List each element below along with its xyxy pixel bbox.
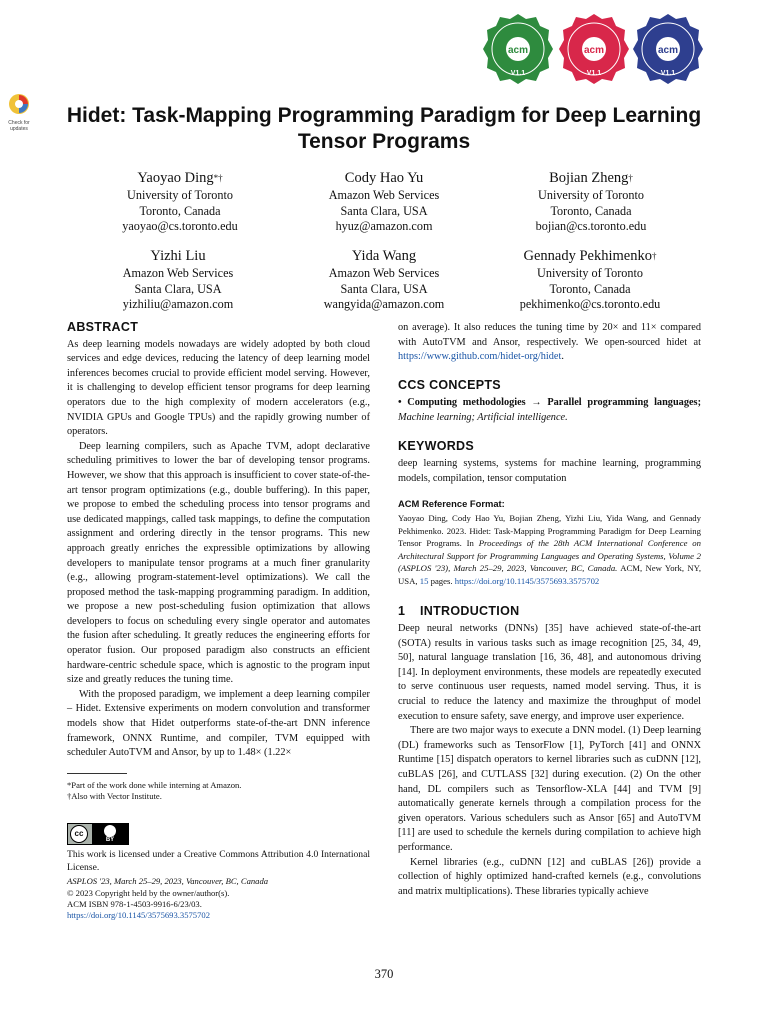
acm-reference xyxy=(398,498,701,587)
acm-ref-heading: ACM Reference Format: xyxy=(398,498,505,510)
author-mark: † xyxy=(651,251,657,261)
acm-ref-text: pages. xyxy=(428,575,455,586)
author-email[interactable]: hyuz@amazon.com xyxy=(335,219,433,234)
footnote: †Also with Vector Institute. xyxy=(67,791,162,802)
author-name: Gennady Pekhimenko xyxy=(523,248,652,264)
author-affiliation: University of Toronto xyxy=(538,188,644,202)
check-updates-icon xyxy=(6,93,32,115)
paper-title xyxy=(40,103,728,155)
author-email[interactable]: yizhiliu@amazon.com xyxy=(122,297,234,312)
ccs-heading: CCS CONCEPTS xyxy=(398,377,501,392)
keywords-heading: KEYWORDS xyxy=(398,438,475,453)
right-column xyxy=(398,321,701,899)
by-label: BY xyxy=(105,837,115,843)
license-copyright: © 2023 Copyright held by the owner/author(s). xyxy=(67,887,230,898)
cc-icon xyxy=(70,825,88,843)
badge-artifacts-evaluated xyxy=(558,13,630,85)
acm-ref-text: ACM, New York, NY, USA, xyxy=(398,563,701,586)
abstract-heading: ABSTRACT xyxy=(67,320,139,334)
author-name: Yida Wang xyxy=(351,248,417,264)
author-card xyxy=(491,169,691,235)
acm-ref-text: Yaoyao Ding, Cody Hao Yu, Bojian Zheng, Yizhi Liu, Yida Wang, and Gennady Pekhimenko. 2023. Hidet: Task-Mapping Programming Paradigm for Deep Learning Tensor Programs. In xyxy=(398,512,701,549)
author-location: Toronto, Canada xyxy=(139,203,221,218)
intro-number: 1 xyxy=(398,603,406,618)
svg-text:V1.1: V1.1 xyxy=(660,70,676,77)
title-line-2: Tensor Programs xyxy=(297,130,471,153)
intro-paragraph: Deep neural networks (DNNs) [35] have achieved state-of-the-art (SOTA) results in various tasks such as image recognition [25, 34, 49, 50], natural language translation [16, 36, 48], and autonomous driving [14]. In deployment environments, these models are repeatedly executed to serve continuous user requests, named model serving. Thus, it is crucial to reduce the latency and maximize the throughput of model execution to ensure safety, save energy, and improve user experience. xyxy=(398,623,701,722)
license-text: This work is licensed under a Creative Commons Attribution 4.0 International License. xyxy=(67,849,370,873)
author-email[interactable]: wangyida@amazon.com xyxy=(323,297,445,312)
badge-artifacts-available xyxy=(482,13,554,85)
abstract-cont-text: on average). It also reduces the tuning time by 20× and 11× compared with AutoTVM and Ansor, respectively. We open-sourced hidet at xyxy=(398,322,701,348)
author-mark: *† xyxy=(213,173,223,183)
cc-label: cc xyxy=(74,829,84,838)
author-email[interactable]: pekhimenko@cs.toronto.edu xyxy=(519,297,661,312)
ccs-italic: Machine learning; Artificial intelligence. xyxy=(398,411,568,423)
author-affiliation: Amazon Web Services xyxy=(122,266,234,280)
abstract-paragraph: As deep learning models nowadays are widely adopted by both cloud services and edge devices, reducing the latency of deep learning model inferences becomes crucial to provide efficient model serving. However, it is challenging to develop efficient tensor programs for deep learning operators due to the high complexity of modern accelerators (e.g., NVIDIA GPUs and Google TPUs) and the rapidly growing number of operators. xyxy=(67,338,370,438)
abstract-paragraph: Deep learning compilers, such as Apache TVM, adopt declarative scheduling primitives to lower the bar of developing tensor programs. However, we show that this approach is insufficient to cover state-of-the-art tensor program optimizations (e.g., double buffering). In this paper, we propose to embed the scheduling process into tensor programs and use dedicated mappings, called task mappings, to define the computation assignment and ordering directly in the tensor programs. This new approach greatly enriches the expressible optimizations by allowing developers to manipulate tensor programs at a much finer granularity (e.g., allowing program-statement-level optimizations). We call the proposed method the task-mapping programming paradigm. In addition, we propose a new post-scheduling fusion optimization that allows developers to focus on scheduling every single operator and automates the fusion after scheduling. It greatly reduces the engineering efforts for operator fusion. Our proposed paradigm also constructs an efficient hardware-centric schedule space, which is agnostic to the program input size and greatly reduces the tuning time. xyxy=(67,440,370,686)
author-mark: † xyxy=(628,173,633,183)
acm-ref-pages[interactable]: 15 xyxy=(419,575,429,586)
author-name: Yaoyao Ding xyxy=(137,170,214,186)
author-affiliation: University of Toronto xyxy=(127,188,233,202)
author-name: Yizhi Liu xyxy=(150,248,206,264)
footnotes xyxy=(67,780,370,803)
ccs-text: • Computing methodologies → Parallel programming languages; Machine learning; Artificial intelligence. xyxy=(398,397,701,423)
author-affiliation: Amazon Web Services xyxy=(328,188,440,202)
author-location: Santa Clara, USA xyxy=(134,281,222,296)
author-affiliation: University of Toronto xyxy=(537,266,643,280)
author-name: Bojian Zheng xyxy=(549,170,629,186)
svg-text:acm: acm xyxy=(657,45,679,56)
svg-text:V1.1: V1.1 xyxy=(586,70,602,77)
person-icon xyxy=(104,825,116,837)
license-venue: ASPLOS '23, March 25–29, 2023, Vancouver, BC, Canada xyxy=(67,876,269,887)
github-link[interactable]: https://www.github.com/hidet-org/hidet xyxy=(398,351,562,363)
author-card xyxy=(284,169,484,235)
by-section xyxy=(92,824,128,844)
license-block xyxy=(67,849,370,922)
author-email[interactable]: bojian@cs.toronto.edu xyxy=(535,219,647,234)
title-line-1: Hidet: Task-Mapping Programming Paradigm for Deep Learning xyxy=(66,104,702,127)
author-location: Santa Clara, USA xyxy=(340,281,428,296)
footnote: *Part of the work done while interning at Amazon. xyxy=(67,780,242,790)
author-card xyxy=(78,247,278,313)
ccs-bold: • Computing methodologies → Parallel programming languages xyxy=(398,397,698,409)
abstract-paragraph: With the proposed paradigm, we implement a deep learning compiler – Hidet. Extensive experiments on modern convolution and transformer models show that Hidet outperforms state-of-the-art DNN inference framework, ONNX Runtime, and compiler, TVM equipped with scheduler AutoTVM and Ansor, by up to 1.48× (1.22× xyxy=(67,688,370,759)
author-card xyxy=(80,169,280,235)
intro-paragraph: There are two major ways to execute a DNN model. (1) Deep learning (DL) frameworks such as TensorFlow [1], PyTorch [41] and ONNX Runtime [15] dispatch operators to kernel libraries such as cuDNN [12], cuBLAS [26], and CUTLASS [32] during execution. (2) On the other hand, DL compilers such as Tensorflow-XLA [44] and TVM [9] automatically generate kernels through a compilation process for the given operators. Various schedulers such as Ansor [65] and AutoTVM [11] are used to schedule the kernels during compilation to achieve high performance. xyxy=(398,725,701,853)
author-location: Toronto, Canada xyxy=(550,203,632,218)
intro-title: INTRODUCTION xyxy=(420,603,520,618)
author-card xyxy=(284,247,484,313)
author-card xyxy=(490,247,690,313)
author-location: Santa Clara, USA xyxy=(340,203,428,218)
author-affiliation: Amazon Web Services xyxy=(328,266,440,280)
page-number: 370 xyxy=(374,967,394,981)
left-column xyxy=(67,320,370,761)
author-email[interactable]: yaoyao@cs.toronto.edu xyxy=(122,219,238,234)
author-name: Cody Hao Yu xyxy=(344,170,424,186)
badge-results-reproduced xyxy=(632,13,704,85)
intro-paragraph: Kernel libraries (e.g., cuDNN [12] and cuBLAS [26]) provide a collection of highly optimized hand-crafted kernels (e.g., convolutions and matrix multiplications). These libraries typically achieve xyxy=(398,856,701,897)
check-for-updates[interactable] xyxy=(4,93,34,132)
svg-text:V1.1: V1.1 xyxy=(510,70,526,77)
intro-heading xyxy=(398,604,701,619)
license-isbn: ACM ISBN 978-1-4503-9916-6/23/03. xyxy=(67,899,202,909)
check-updates-label: Check for updates xyxy=(8,120,30,132)
abstract-continuation xyxy=(398,321,701,365)
license-doi-link[interactable]: https://doi.org/10.1145/3575693.3575702 xyxy=(67,910,210,921)
acm-ref-doi-link[interactable]: https://doi.org/10.1145/3575693.3575702 xyxy=(454,575,600,586)
abstract-cont-end: . xyxy=(561,351,564,363)
footnote-rule xyxy=(67,773,127,774)
keywords-text: deep learning systems, systems for machine learning, programming models, compilation, tensor computation xyxy=(398,458,701,484)
svg-text:acm: acm xyxy=(507,45,529,56)
acm-ref-italic: Proceedings of the 28th ACM International Conference on Architectural Support for Programming Languages and Operating Systems, Volume 2 (ASPLOS '23), March 25–29, 2023, Vancouver, BC, Canada. xyxy=(398,538,701,574)
cc-by-logo[interactable] xyxy=(67,823,129,845)
svg-text:acm: acm xyxy=(583,45,605,56)
author-location: Toronto, Canada xyxy=(549,281,631,296)
